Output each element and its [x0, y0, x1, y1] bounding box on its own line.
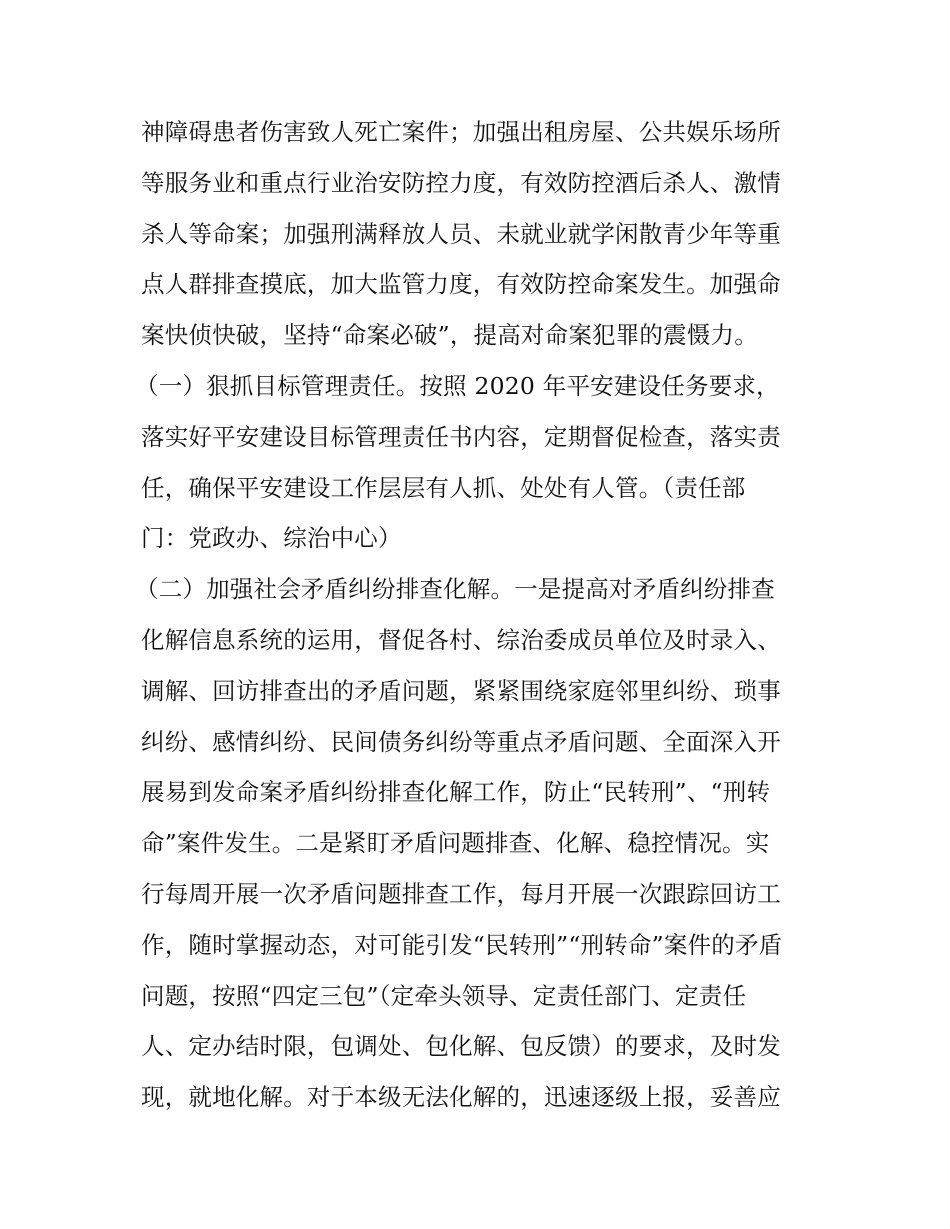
text-line: 落实好平安建设目标管理责任书内容，定期督促检查，落实责: [141, 422, 781, 451]
text-line: 行每周开展一次矛盾问题排查工作，每月开展一次跟踪回访工: [141, 879, 781, 908]
text-line: 作，随时掌握动态，对可能引发“民转刑”“刑转命”案件的矛盾: [141, 930, 783, 959]
text-line: 点人群排查摸底，加大监管力度，有效防控命案发生。加强命: [141, 270, 781, 299]
section-heading-line: （二）加强社会矛盾纠纷排查化解。一是提高对矛盾纠纷排查: [135, 575, 775, 604]
text-line: 任，确保平安建设工作层层有人抓、处处有人管。（责任部: [141, 473, 746, 502]
text-line: 杀人等命案；加强刑满释放人员、未就业就学闲散青少年等重: [141, 219, 781, 248]
text-line: 等服务业和重点行业治安防控力度，有效防控酒后杀人、激情: [141, 168, 781, 197]
text-line: 命”案件发生。二是紧盯矛盾问题排查、化解、稳控情况。实: [141, 829, 770, 858]
section-heading-line: （一）狠抓目标管理责任。按照 2020 年平安建设任务要求，: [135, 371, 780, 400]
text-line: 问题，按照“四定三包”（定牵头领导、定责任部门、定责任: [141, 981, 747, 1010]
text-line: 人、定办结时限，包调处、包化解、包反馈）的要求，及时发: [141, 1032, 781, 1061]
text-line: 调解、回访排查出的矛盾问题，紧紧围绕家庭邻里纠纷、琐事: [141, 676, 781, 705]
body-text: [135, 107, 821, 1123]
text-line: 纠纷、感情纠纷、民间债务纠纷等重点矛盾问题、全面深入开: [141, 727, 781, 756]
text-line: 现，就地化解。对于本级无法化解的，迅速逐级上报，妥善应: [141, 1083, 781, 1112]
text-line: 案快侦快破，坚持“命案必破”，提高对命案犯罪的震慑力。: [141, 321, 758, 350]
text-line: 门：党政办、综治中心）: [141, 524, 402, 553]
text-line: 展易到发命案矛盾纠纷排查化解工作，防止“民转刑”、“刑转: [141, 778, 771, 807]
text-line: 化解信息系统的运用，督促各村、综治委成员单位及时录入、: [141, 625, 781, 654]
text-line: 神障碍患者伤害致人死亡案件；加强出租房屋、公共娱乐场所: [141, 118, 781, 146]
